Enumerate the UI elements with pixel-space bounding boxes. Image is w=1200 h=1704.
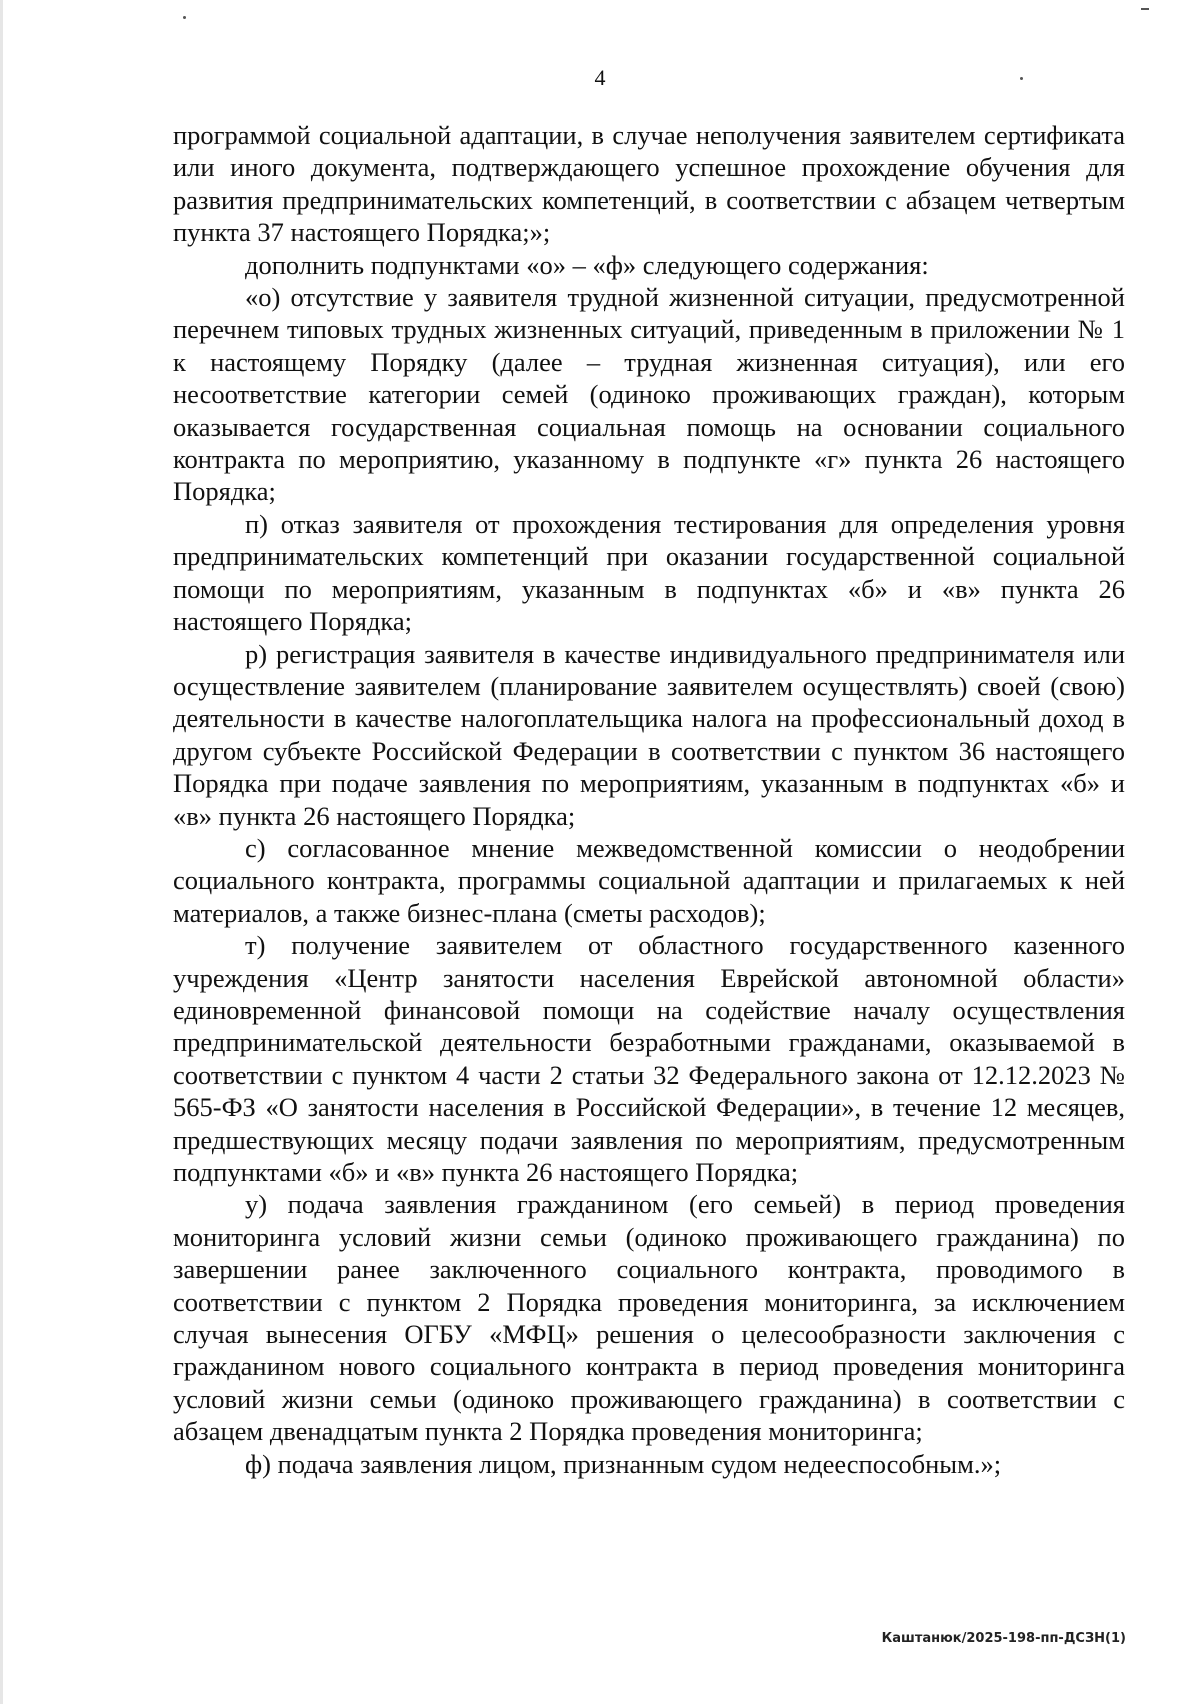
scan-edge	[0, 0, 3, 1704]
paragraph-subitem-u: у) подача заявления гражданином (его семьей) в период проведения мониторинга условий жизни семьи (одиноко проживающего гражданина) по завершении ранее заключенного социального контракта, проводимого в соответствии с пунктом 2 Порядка проведения мониторинга, за исключением случая вынесения ОГБУ «МФЦ» решения о целесообразности заключения с гражданином нового социального контракта в период проведения мониторинга условий жизни семьи (одиноко проживающего гражданина) в соответствии с абзацем двенадцатым пункта 2 Порядка проведения мониторинга;	[173, 1189, 1125, 1447]
paragraph-subitem-r: р) регистрация заявителя в качестве индивидуального предпринимателя или осуществление заявителем (планирование заявителем осуществлять) своей (свою) деятельности в качестве налогоплательщика налога на профессиональный доход в другом субъекте Российской Федерации в соответствии с пунктом 36 настоящего Порядка при подаче заявления по мероприятиям, указанным в подпунктах «б» и «в» пункта 26 настоящего Порядка;	[173, 638, 1125, 831]
paragraph-continuation: программой социальной адаптации, в случае неполучения заявителем сертификата или иного документа, подтверждающего успешное прохождение обучения для развития предпринимательских компетенций, в соответствии с абзацем четвертым пункта 37 настоящего Порядка;»;	[173, 120, 1125, 248]
document-body	[173, 119, 1125, 1480]
paragraph-subitem-s: с) согласованное мнение межведомственной комиссии о неодобрении социального контракта, программы социальной адаптации и прилагаемых к ней материалов, а также бизнес-плана (сметы расходов);	[173, 832, 1125, 928]
page-number: 4	[594, 65, 606, 90]
paragraph-subitem-t: т) получение заявителем от областного государственного казенного учреждения «Центр занятости населения Еврейской автономной области» единовременной финансовой помощи на содействие началу осуществления предпринимательской деятельности безработными гражданами, оказываемой в соответствии с пунктом 4 части 2 статьи 32 Федерального закона от 12.12.2023 № 565-ФЗ «О занятости населения в Российской Федерации», в течение 12 месяцев, предшествующих месяцу подачи заявления по мероприятиям, предусмотренным подпунктами «б» и «в» пункта 26 настоящего Порядка;	[173, 930, 1125, 1187]
scan-speck	[183, 16, 186, 19]
paragraph-subitem-p: п) отказ заявителя от прохождения тестирования для определения уровня предпринимательских компетенций при оказании государственной социальной помощи по мероприятиям, указанным в подпунктах «б» и «в» пункта 26 настоящего Порядка;	[173, 508, 1125, 637]
paragraph-subitem-f: ф) подача заявления лицом, признанным судом недееспособным.»;	[245, 1448, 1002, 1479]
document-code-footer: Каштанюк/2025-198-пп-ДСЗН(1)	[881, 1631, 1126, 1646]
paragraph-subitem-o: «о) отсутствие у заявителя трудной жизненной ситуации, предусмотренной перечнем типовых трудных жизненных ситуаций, приведенным в приложении № 1 к настоящему Порядку (далее – трудная жизненная ситуация), или его несоответствие категории семей (одиноко проживающих граждан), которым оказывается государственная социальная помощь на основании социального контракта по мероприятию, указанному в подпункте «г» пункта 26 настоящего Порядка;	[173, 282, 1125, 507]
scan-speck	[1141, 8, 1149, 10]
paragraph-amendment-intro: дополнить подпунктами «о» – «ф» следующего содержания:	[245, 249, 929, 280]
